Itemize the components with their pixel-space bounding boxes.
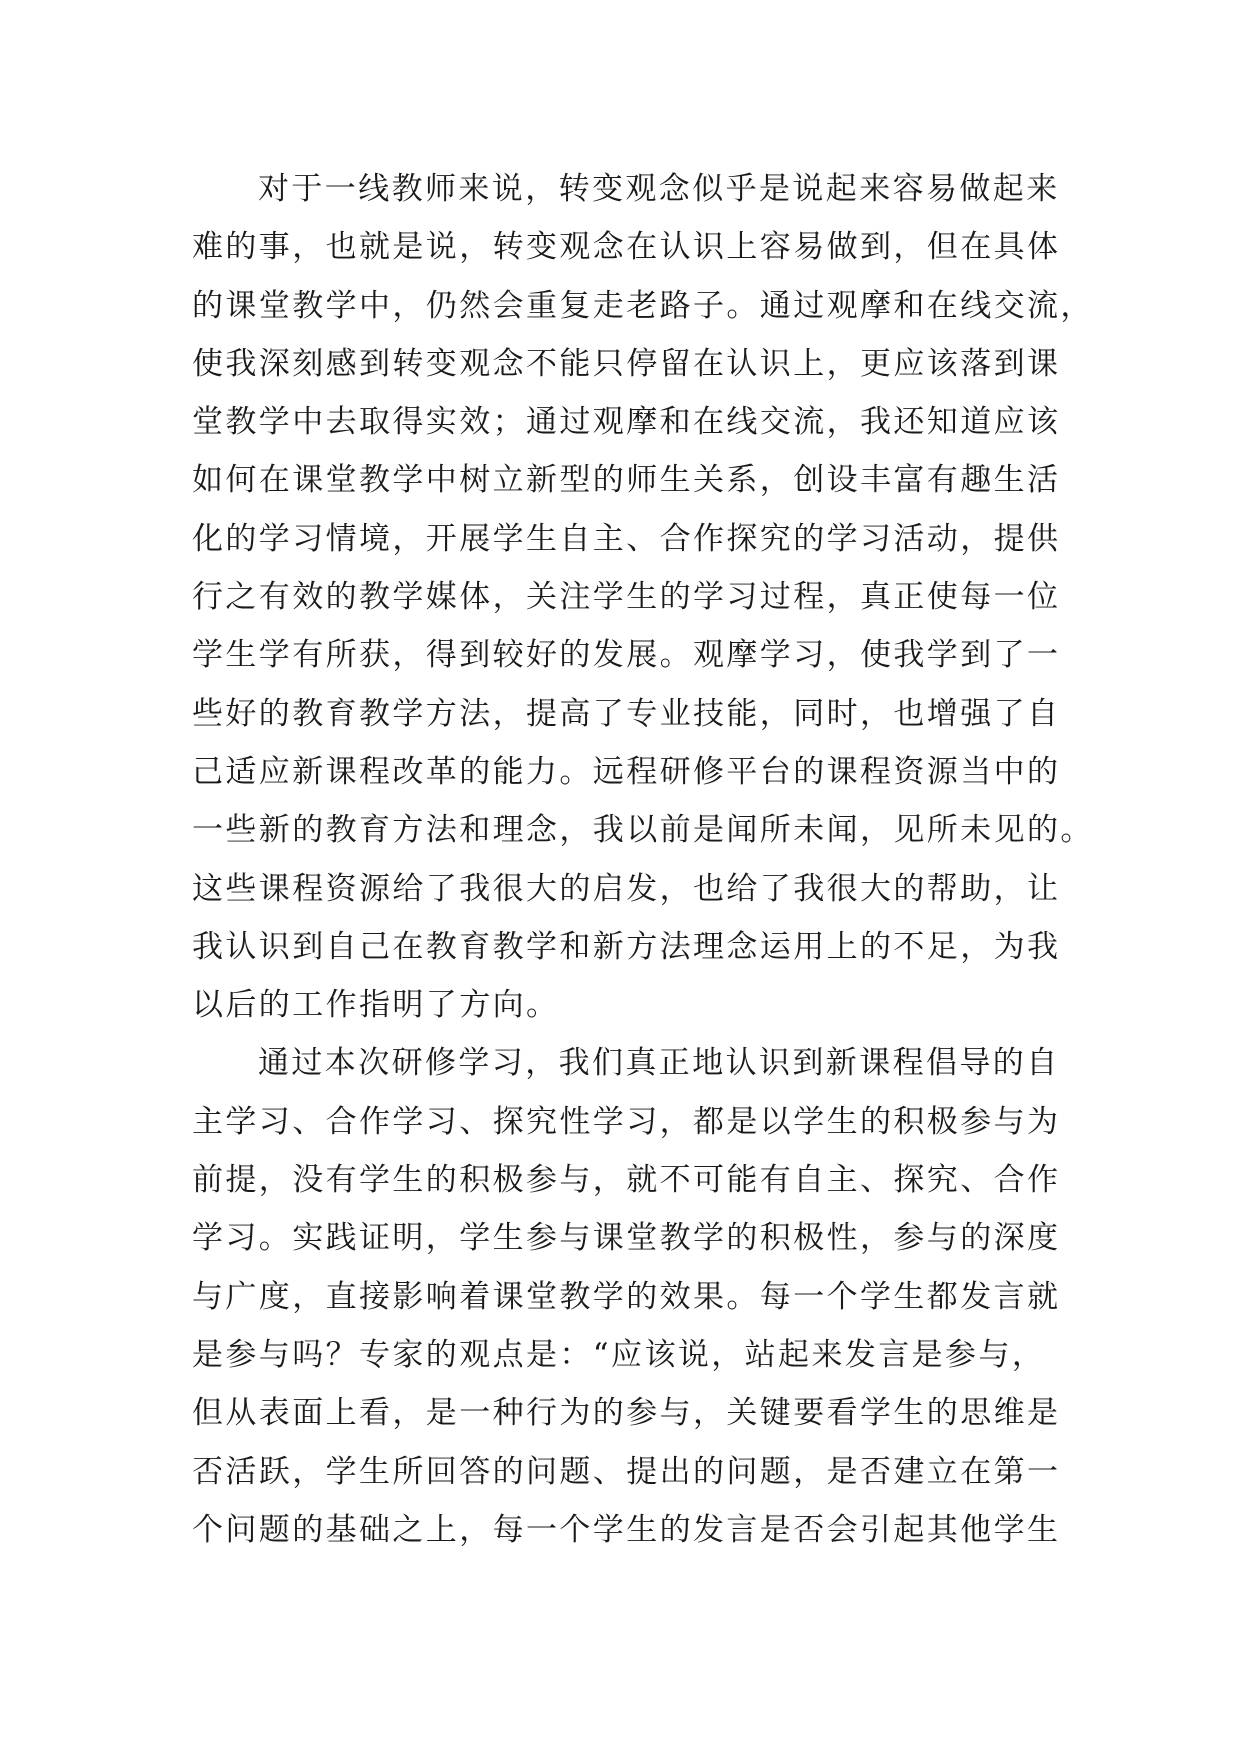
paragraph-1-line-2: 难的事，也就是说，转变观念在认识上容易做到，但在具体 <box>192 229 1061 266</box>
paragraph-1-line-15: 以后的工作指明了方向。 <box>192 987 560 1024</box>
paragraph-2-line-1: 通过本次研修学习，我们真正地认识到新课程倡导的自 <box>258 1045 1060 1082</box>
paragraph-1-line-4: 使我深刻感到转变观念不能只停留在认识上，更应该落到课 <box>192 345 1061 382</box>
paragraph-1-line-6: 如何在课堂教学中树立新型的师生关系，创设丰富有趣生活 <box>192 462 1061 499</box>
paragraph-1-line-12: 一些新的教育方法和理念，我以前是闻所未闻，见所未见的。 <box>192 812 1094 849</box>
paragraph-1-line-10: 些好的教育教学方法，提高了专业技能，同时，也增强了自 <box>192 695 1061 732</box>
paragraph-1-line-11: 己适应新课程改革的能力。远程研修平台的课程资源当中的 <box>192 753 1061 790</box>
paragraph-2-line-5: 与广度，直接影响着课堂教学的效果。每一个学生都发言就 <box>192 1278 1061 1315</box>
body-text <box>192 160 1094 1559</box>
paragraph-1-line-3: 的课堂教学中，仍然会重复走老路子。通过观摩和在线交流， <box>192 287 1094 324</box>
paragraph-1-line-1: 对于一线教师来说，转变观念似乎是说起来容易做起来 <box>258 171 1060 207</box>
paragraph-2-line-4: 学习。实践证明，学生参与课堂教学的积极性，参与的深度 <box>192 1220 1061 1257</box>
paragraph-1-line-14: 我认识到自己在教育教学和新方法理念运用上的不足，为我 <box>192 928 1061 965</box>
paragraph-1-line-5: 堂教学中去取得实效；通过观摩和在线交流，我还知道应该 <box>192 404 1061 441</box>
paragraph-1-line-7: 化的学习情境，开展学生自主、合作探究的学习活动，提供 <box>192 520 1061 557</box>
paragraph-2-line-7: 但从表面上看，是一种行为的参与，关键要看学生的思维是 <box>192 1395 1061 1432</box>
paragraph-2-line-9: 个问题的基础之上，每一个学生的发言是否会引起其他学生 <box>192 1511 1061 1548</box>
paragraph-2-line-2: 主学习、合作学习、探究性学习，都是以学生的积极参与为 <box>192 1103 1061 1140</box>
paragraph-1-line-8: 行之有效的教学媒体，关注学生的学习过程，真正使每一位 <box>192 579 1061 616</box>
paragraph-1-line-13: 这些课程资源给了我很大的启发，也给了我很大的帮助，让 <box>192 870 1061 907</box>
paragraph-2-line-3: 前提，没有学生的积极参与，就不可能有自主、探究、合作 <box>192 1162 1061 1199</box>
paragraph-2-line-6: 是参与吗？专家的观点是：“应该说，站起来发言是参与， <box>192 1336 1046 1373</box>
paragraph-1-line-9: 学生学有所获，得到较好的发展。观摩学习，使我学到了一 <box>192 637 1061 674</box>
paragraph-2-line-8: 否活跃，学生所回答的问题、提出的问题，是否建立在第一 <box>192 1453 1061 1490</box>
